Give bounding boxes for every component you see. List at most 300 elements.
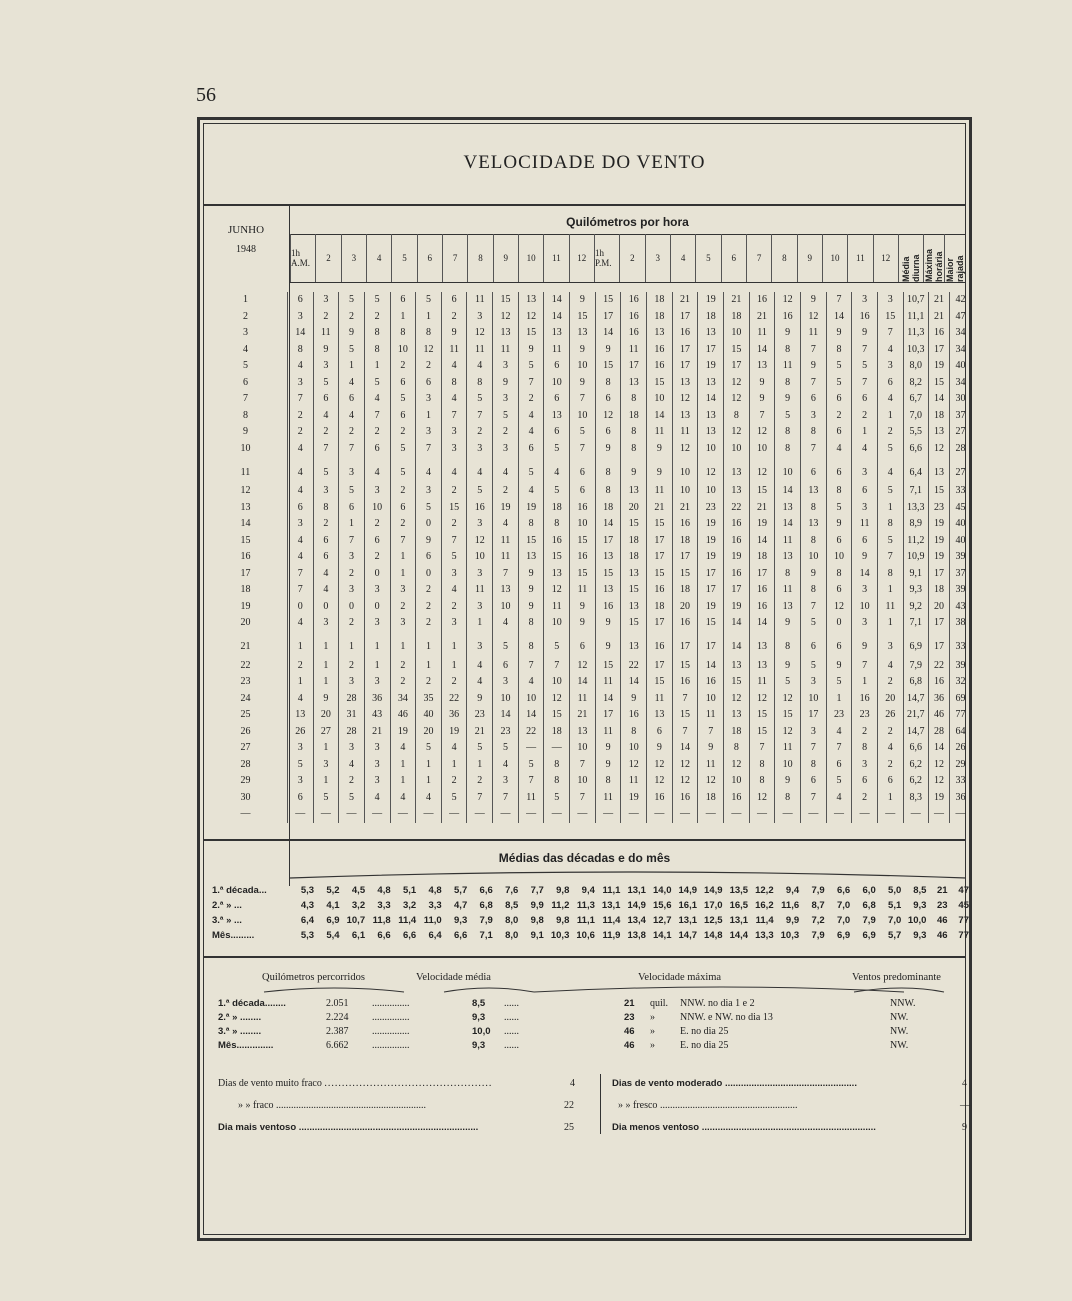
value-cell: 18 bbox=[672, 533, 698, 550]
value-cell: 26 bbox=[287, 724, 313, 741]
value-cell: 14 bbox=[493, 707, 519, 724]
value-cell: 14 bbox=[570, 674, 596, 691]
value-cell: 13 bbox=[595, 549, 621, 566]
value-cell: 1 bbox=[877, 790, 903, 807]
value-cell: 5 bbox=[467, 391, 493, 408]
value-cell: 14 bbox=[595, 325, 621, 342]
value-cell: 7 bbox=[287, 391, 313, 408]
value-cell: 32 bbox=[950, 674, 971, 691]
medias-value: 4,8 bbox=[428, 885, 442, 896]
hour-header-15: 3 bbox=[645, 234, 670, 282]
value-cell: 11 bbox=[493, 342, 519, 359]
leader-dots: ...... bbox=[504, 1026, 519, 1037]
value-cell: 5 bbox=[877, 483, 903, 500]
value-cell: 16 bbox=[672, 674, 698, 691]
value-cell: 16 bbox=[544, 533, 570, 550]
value-cell: 6 bbox=[852, 533, 878, 550]
day-cell: 27 bbox=[240, 742, 251, 753]
value-cell: 4 bbox=[441, 582, 467, 599]
value-cell: 17 bbox=[647, 615, 673, 632]
value-cell: 2 bbox=[416, 615, 442, 632]
summary-header-vmax: Velocidade máxima bbox=[638, 972, 722, 983]
value-cell: 10 bbox=[544, 375, 570, 392]
value-cell: 2 bbox=[339, 424, 365, 441]
value-cell: 12 bbox=[570, 658, 596, 675]
value-cell: 12 bbox=[698, 773, 724, 790]
value-cell: 18 bbox=[647, 309, 673, 326]
value-cell: 16 bbox=[698, 674, 724, 691]
value-cell: 6 bbox=[441, 292, 467, 309]
medias-value: 12,5 bbox=[704, 915, 723, 926]
stat-header-text: Média diurna bbox=[900, 254, 921, 282]
value-cell: 13 bbox=[698, 375, 724, 392]
value-cell: 5 bbox=[313, 790, 339, 807]
value-cell: 6,7 bbox=[903, 391, 928, 408]
value-cell: 12 bbox=[775, 691, 801, 708]
summary-vm: 10,0 bbox=[472, 1026, 491, 1037]
value-cell: 3 bbox=[287, 375, 313, 392]
medias-row bbox=[204, 928, 971, 943]
value-cell: 2 bbox=[467, 773, 493, 790]
value-cell: 5 bbox=[441, 549, 467, 566]
value-cell: 2 bbox=[287, 424, 313, 441]
value-cell: 27 bbox=[950, 424, 971, 441]
value-cell: 16 bbox=[647, 358, 673, 375]
hour-header-7: 7 bbox=[442, 234, 467, 282]
medias-value: 7,0 bbox=[836, 915, 851, 926]
medias-value: 3,2 bbox=[351, 900, 366, 911]
value-cell: 10 bbox=[852, 599, 878, 616]
value-cell: 5 bbox=[467, 483, 493, 500]
value-cell: 8 bbox=[544, 516, 570, 533]
medias-value: 7,9 bbox=[811, 885, 825, 896]
value-cell: 5 bbox=[416, 500, 442, 517]
value-cell: 2 bbox=[877, 757, 903, 774]
value-cell: 3 bbox=[852, 500, 878, 517]
value-cell: 12 bbox=[775, 724, 801, 741]
table-frame bbox=[197, 117, 972, 1241]
value-cell: 11 bbox=[595, 674, 621, 691]
value-cell: 11 bbox=[570, 691, 596, 708]
value-cell: 14 bbox=[621, 674, 647, 691]
value-cell: — bbox=[928, 806, 949, 823]
medias-label: Mês......... bbox=[212, 930, 255, 941]
value-cell: 36 bbox=[364, 691, 390, 708]
value-cell: 8 bbox=[518, 516, 544, 533]
value-cell: 14,7 bbox=[903, 691, 928, 708]
value-cell: 6 bbox=[544, 358, 570, 375]
value-cell: 1 bbox=[339, 632, 365, 658]
value-cell: 6 bbox=[390, 375, 416, 392]
value-cell: 2 bbox=[518, 391, 544, 408]
value-cell: 26 bbox=[877, 707, 903, 724]
value-cell: 17 bbox=[698, 582, 724, 599]
value-cell: 3 bbox=[852, 582, 878, 599]
value-cell: 2 bbox=[339, 658, 365, 675]
value-cell: 9 bbox=[852, 549, 878, 566]
value-cell: 7,1 bbox=[903, 483, 928, 500]
value-cell: 5 bbox=[416, 740, 442, 757]
fresco-label: » » fresco bbox=[618, 1100, 658, 1111]
value-cell: 9 bbox=[493, 375, 519, 392]
value-cell: 11 bbox=[467, 292, 493, 309]
value-cell: 3 bbox=[441, 566, 467, 583]
muito-fraco-label: Dias de vento muito fraco bbox=[218, 1078, 322, 1089]
stat-header-text: Máxima horária bbox=[923, 248, 944, 282]
value-cell: 12 bbox=[672, 441, 698, 458]
hour-header-19: 7 bbox=[746, 234, 771, 282]
value-cell: 14 bbox=[518, 707, 544, 724]
value-cell: 7 bbox=[852, 375, 878, 392]
value-cell: 14 bbox=[724, 632, 750, 658]
value-cell: 6 bbox=[801, 391, 827, 408]
value-cell: 9 bbox=[313, 691, 339, 708]
value-cell: 0 bbox=[313, 599, 339, 616]
value-cell: 5 bbox=[339, 790, 365, 807]
value-cell: — bbox=[544, 740, 570, 757]
value-cell: 11 bbox=[749, 674, 775, 691]
value-cell: 18 bbox=[544, 724, 570, 741]
value-cell: 5 bbox=[493, 632, 519, 658]
summary-row bbox=[204, 1026, 965, 1041]
value-cell: 8 bbox=[775, 632, 801, 658]
medias-value: 5,7 bbox=[454, 885, 468, 896]
value-cell: 4 bbox=[287, 483, 313, 500]
value-cell: 15 bbox=[724, 342, 750, 359]
mais-ventoso-label: Dia mais ventoso bbox=[218, 1122, 297, 1133]
value-cell: 3 bbox=[339, 674, 365, 691]
muito-fraco-row: Dias de vento muito fraco ................................................ bbox=[218, 1078, 493, 1089]
medias-value: 6,9 bbox=[862, 930, 876, 941]
day-cell: 22 bbox=[240, 659, 251, 671]
value-cell: 16 bbox=[749, 582, 775, 599]
value-cell: 6 bbox=[826, 457, 852, 483]
value-cell: 1 bbox=[441, 632, 467, 658]
table-row bbox=[204, 658, 971, 675]
value-cell: 15 bbox=[544, 707, 570, 724]
value-cell: 18 bbox=[698, 790, 724, 807]
medias-value: 10,3 bbox=[780, 930, 800, 941]
value-cell: 8,2 bbox=[903, 375, 928, 392]
table-row bbox=[204, 424, 971, 441]
value-cell: 16 bbox=[570, 500, 596, 517]
value-cell: 2 bbox=[313, 424, 339, 441]
value-cell: 14 bbox=[672, 740, 698, 757]
value-cell: 9 bbox=[595, 740, 621, 757]
value-cell: 23 bbox=[467, 707, 493, 724]
value-cell: 9 bbox=[570, 375, 596, 392]
value-cell: 10 bbox=[570, 358, 596, 375]
medias-value: 5,4 bbox=[326, 930, 340, 941]
hour-header-14: 2 bbox=[619, 234, 644, 282]
table-row bbox=[204, 292, 971, 309]
day-cell: 29 bbox=[240, 775, 251, 786]
value-cell: 17 bbox=[595, 707, 621, 724]
value-cell: 13 bbox=[749, 632, 775, 658]
value-cell: 12 bbox=[928, 757, 949, 774]
leader-dots: ............... bbox=[372, 998, 410, 1009]
value-cell: 8 bbox=[801, 757, 827, 774]
value-cell: 46 bbox=[390, 707, 416, 724]
value-cell: 7 bbox=[467, 790, 493, 807]
day-cell: 19 bbox=[240, 600, 251, 612]
value-cell: 12 bbox=[672, 391, 698, 408]
value-cell: 34 bbox=[950, 342, 971, 359]
value-cell: 2 bbox=[313, 309, 339, 326]
value-cell: 13 bbox=[775, 500, 801, 517]
value-cell: 2 bbox=[339, 309, 365, 326]
value-cell: 7 bbox=[416, 441, 442, 458]
value-cell: 4 bbox=[313, 566, 339, 583]
medias-value: 14,0 bbox=[652, 885, 672, 896]
value-cell: 15 bbox=[775, 707, 801, 724]
value-cell: 6 bbox=[287, 790, 313, 807]
summary-dir-note: E. no dia 25 bbox=[680, 1026, 729, 1037]
value-cell: 2 bbox=[364, 549, 390, 566]
value-cell: 11 bbox=[647, 424, 673, 441]
value-cell: 15 bbox=[595, 658, 621, 675]
value-cell: 5 bbox=[313, 375, 339, 392]
value-cell: 22 bbox=[724, 500, 750, 517]
value-cell: 2 bbox=[390, 424, 416, 441]
value-cell: 7 bbox=[287, 582, 313, 599]
value-cell: 6 bbox=[544, 391, 570, 408]
summary-row bbox=[204, 1040, 965, 1055]
medias-value: 3,2 bbox=[402, 900, 417, 911]
value-cell: 12 bbox=[518, 309, 544, 326]
medias-value: 14,9 bbox=[704, 885, 723, 896]
value-cell: 19 bbox=[698, 292, 724, 309]
value-cell: 11 bbox=[698, 707, 724, 724]
value-cell: 10 bbox=[775, 757, 801, 774]
value-cell: 3 bbox=[441, 441, 467, 458]
value-cell: 4 bbox=[826, 441, 852, 458]
value-cell: 3 bbox=[390, 582, 416, 599]
value-cell: 3 bbox=[467, 632, 493, 658]
value-cell: 13 bbox=[621, 599, 647, 616]
medias-value: 9,8 bbox=[556, 885, 570, 896]
value-cell: 6 bbox=[877, 375, 903, 392]
leader-dots: ............... bbox=[372, 1026, 410, 1037]
day-cell: 13 bbox=[240, 501, 251, 513]
value-cell: 12 bbox=[724, 424, 750, 441]
value-cell: 16 bbox=[724, 790, 750, 807]
value-cell: 6 bbox=[364, 441, 390, 458]
value-cell: 20 bbox=[621, 500, 647, 517]
value-cell: 3 bbox=[339, 457, 365, 483]
value-cell: 6 bbox=[313, 549, 339, 566]
value-cell: 13 bbox=[724, 658, 750, 675]
value-cell: 7 bbox=[441, 408, 467, 425]
value-cell: 12 bbox=[749, 790, 775, 807]
value-cell: — bbox=[287, 806, 313, 823]
summary-vmax: 21 bbox=[624, 998, 635, 1009]
value-cell: 4 bbox=[518, 674, 544, 691]
value-cell: 8 bbox=[595, 457, 621, 483]
value-cell: 12 bbox=[672, 773, 698, 790]
medias-value: 6,6 bbox=[402, 930, 417, 941]
moderado-row: Dias de vento moderado .................................................. bbox=[612, 1078, 857, 1089]
value-cell: 9 bbox=[698, 740, 724, 757]
medias-value: 6,0 bbox=[862, 885, 876, 896]
value-cell: 1 bbox=[390, 549, 416, 566]
value-cell: 35 bbox=[416, 691, 442, 708]
value-cell: 4 bbox=[441, 358, 467, 375]
medias-value: 7,0 bbox=[836, 900, 851, 911]
value-cell: 13 bbox=[544, 566, 570, 583]
value-cell: 9 bbox=[621, 691, 647, 708]
value-cell: 23 bbox=[493, 724, 519, 741]
medias-value: 5,7 bbox=[888, 930, 902, 941]
hour-header-rule bbox=[290, 282, 965, 283]
value-cell: 23 bbox=[928, 500, 949, 517]
summary-label: 3.ª » ........ bbox=[218, 1026, 262, 1037]
value-cell: 39 bbox=[950, 658, 971, 675]
value-cell: 1 bbox=[287, 632, 313, 658]
value-cell: — bbox=[390, 806, 416, 823]
medias-value: 11,1 bbox=[576, 915, 595, 926]
value-cell: 15 bbox=[595, 292, 621, 309]
value-cell: 1 bbox=[877, 500, 903, 517]
value-cell: 16 bbox=[595, 599, 621, 616]
value-cell: 8 bbox=[390, 325, 416, 342]
medias-value: 11,9 bbox=[602, 930, 621, 941]
value-cell: 6 bbox=[826, 424, 852, 441]
value-cell: 9 bbox=[595, 342, 621, 359]
value-cell: 13 bbox=[621, 375, 647, 392]
value-cell: 11 bbox=[493, 533, 519, 550]
value-cell: 8 bbox=[852, 740, 878, 757]
value-cell: 12 bbox=[749, 691, 775, 708]
medias-value: 14,8 bbox=[704, 930, 723, 941]
value-cell: 3 bbox=[467, 441, 493, 458]
value-cell: 13 bbox=[493, 325, 519, 342]
value-cell: 4 bbox=[877, 740, 903, 757]
value-cell: 3 bbox=[852, 457, 878, 483]
leader-dots: ...... bbox=[504, 1040, 519, 1051]
value-cell: 4 bbox=[416, 457, 442, 483]
value-cell: 3 bbox=[877, 632, 903, 658]
value-cell: 6 bbox=[826, 757, 852, 774]
value-cell: 13 bbox=[570, 325, 596, 342]
value-cell: 13 bbox=[928, 457, 949, 483]
value-cell: 16 bbox=[647, 582, 673, 599]
value-cell: 16 bbox=[724, 516, 750, 533]
value-cell: 2 bbox=[390, 658, 416, 675]
value-cell: 8 bbox=[775, 441, 801, 458]
value-cell: 2 bbox=[441, 599, 467, 616]
value-cell: 10 bbox=[647, 391, 673, 408]
value-cell: 12 bbox=[467, 325, 493, 342]
value-cell: 2 bbox=[441, 516, 467, 533]
value-cell: 4 bbox=[852, 441, 878, 458]
value-cell: 3 bbox=[877, 292, 903, 309]
value-cell: 9,2 bbox=[903, 599, 928, 616]
value-cell: 6 bbox=[416, 375, 442, 392]
value-cell: 9 bbox=[852, 632, 878, 658]
value-cell: 16 bbox=[852, 691, 878, 708]
medias-value: 6,6 bbox=[454, 930, 468, 941]
value-cell: 15 bbox=[749, 707, 775, 724]
medias-value: 10,3 bbox=[550, 930, 570, 941]
value-cell: 14 bbox=[647, 408, 673, 425]
value-cell: 9,1 bbox=[903, 566, 928, 583]
value-cell: — bbox=[467, 806, 493, 823]
value-cell: 11 bbox=[775, 740, 801, 757]
medias-value: 9,9 bbox=[785, 915, 800, 926]
value-cell: 18 bbox=[621, 549, 647, 566]
value-cell: 18 bbox=[928, 582, 949, 599]
value-cell: 10 bbox=[698, 483, 724, 500]
value-cell: 4 bbox=[313, 582, 339, 599]
value-cell: 8 bbox=[724, 740, 750, 757]
value-cell: 4 bbox=[313, 408, 339, 425]
value-cell: 3 bbox=[313, 615, 339, 632]
value-cell: 8 bbox=[518, 632, 544, 658]
table-row bbox=[204, 358, 971, 375]
day-cell: 25 bbox=[240, 709, 251, 720]
value-cell: 34 bbox=[950, 325, 971, 342]
hour-header-13: 1h P.M. bbox=[594, 234, 619, 282]
value-cell: 11 bbox=[621, 773, 647, 790]
value-cell: 1 bbox=[364, 358, 390, 375]
medias-value: 9,4 bbox=[581, 885, 595, 896]
value-cell: 10 bbox=[801, 691, 827, 708]
value-cell: 3 bbox=[313, 757, 339, 774]
value-cell: 3 bbox=[364, 483, 390, 500]
value-cell: 17 bbox=[698, 566, 724, 583]
value-cell: 6 bbox=[801, 457, 827, 483]
value-cell: 10 bbox=[467, 549, 493, 566]
value-cell: — bbox=[339, 806, 365, 823]
value-cell: 10,7 bbox=[903, 292, 928, 309]
value-cell: 16 bbox=[672, 615, 698, 632]
medias-value: 10,0 bbox=[907, 915, 927, 926]
value-cell: 19 bbox=[493, 500, 519, 517]
value-cell: 2 bbox=[441, 309, 467, 326]
value-cell: 3 bbox=[801, 724, 827, 741]
value-cell: 16 bbox=[672, 790, 698, 807]
value-cell: 15 bbox=[928, 483, 949, 500]
value-cell: 9 bbox=[518, 582, 544, 599]
value-cell: 11 bbox=[877, 599, 903, 616]
value-cell: 4 bbox=[877, 391, 903, 408]
value-cell: 2 bbox=[390, 674, 416, 691]
value-cell: 3 bbox=[493, 773, 519, 790]
value-cell: 9,3 bbox=[903, 582, 928, 599]
value-cell: 19 bbox=[928, 533, 949, 550]
value-cell: 5 bbox=[775, 408, 801, 425]
value-cell: 34 bbox=[390, 691, 416, 708]
value-cell: 42 bbox=[950, 292, 971, 309]
value-cell: 4 bbox=[339, 757, 365, 774]
value-cell: 12 bbox=[595, 408, 621, 425]
value-cell: 19 bbox=[928, 790, 949, 807]
medias-value: 9,3 bbox=[454, 915, 468, 926]
value-cell: 3 bbox=[364, 674, 390, 691]
value-cell: 18 bbox=[621, 408, 647, 425]
medias-value: 14,1 bbox=[652, 930, 672, 941]
value-cell: 8 bbox=[877, 566, 903, 583]
value-cell: 13 bbox=[518, 292, 544, 309]
value-cell: 11 bbox=[647, 691, 673, 708]
value-cell: 7 bbox=[801, 599, 827, 616]
value-cell: 9 bbox=[595, 441, 621, 458]
value-cell: 2 bbox=[441, 773, 467, 790]
value-cell: 4 bbox=[364, 457, 390, 483]
value-cell: 3 bbox=[467, 309, 493, 326]
value-cell: 16 bbox=[570, 549, 596, 566]
